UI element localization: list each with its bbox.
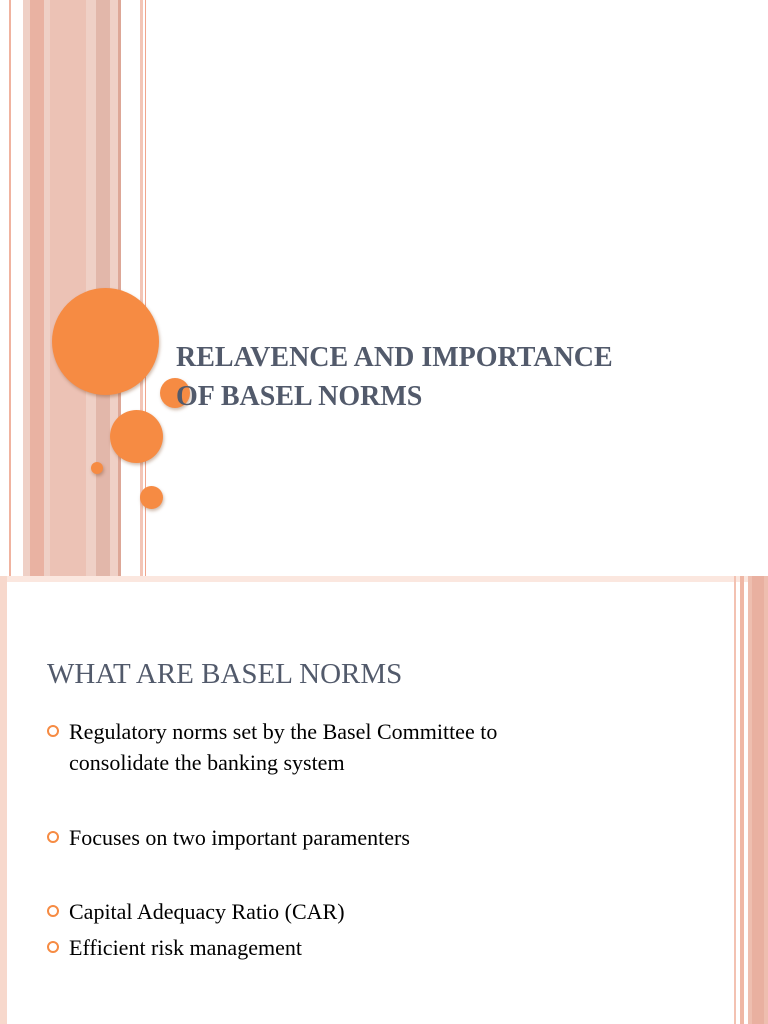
decorative-stripe	[50, 0, 86, 576]
decorative-stripe	[752, 576, 764, 1024]
slide-title-line1: RELAVENCE AND IMPORTANCE	[176, 342, 613, 373]
slide-left-edge	[0, 576, 7, 1024]
bullet-text: Efficient risk management	[69, 935, 302, 960]
bullet-item	[47, 716, 687, 778]
decorative-circle-large	[52, 288, 159, 395]
bullet-text: Focuses on two important paramenters	[69, 825, 410, 850]
slide-top-band	[0, 576, 768, 582]
decorative-circle-dot	[91, 462, 103, 474]
bullet-text-line: Regulatory norms set by the Basel Committee to	[69, 719, 498, 744]
slide-title	[176, 338, 736, 416]
bullet-text: Capital Adequacy Ratio (CAR)	[69, 899, 345, 924]
bullet-text-line: consolidate the banking system	[69, 750, 345, 775]
decorative-circle-medium	[110, 410, 163, 463]
slide-heading: WHAT ARE BASEL NORMS	[47, 658, 403, 690]
bullet-circle-icon	[47, 831, 59, 843]
bullet-item	[47, 932, 687, 963]
decorative-stripe	[9, 0, 11, 576]
bullet-circle-icon	[47, 905, 59, 917]
decorative-stripe	[740, 576, 744, 1024]
bullet-item	[47, 822, 687, 853]
content-slide	[0, 576, 768, 1024]
bullet-circle-icon	[47, 725, 59, 737]
decorative-stripe	[734, 576, 736, 1024]
bullet-circle-icon	[47, 941, 59, 953]
bullet-item	[47, 896, 687, 927]
decorative-stripe	[118, 0, 121, 576]
bullet-text	[69, 716, 687, 778]
decorative-stripe	[30, 0, 44, 576]
decorative-circle-small	[140, 486, 163, 509]
slide-title-line2: OF BASEL NORMS	[176, 381, 423, 412]
